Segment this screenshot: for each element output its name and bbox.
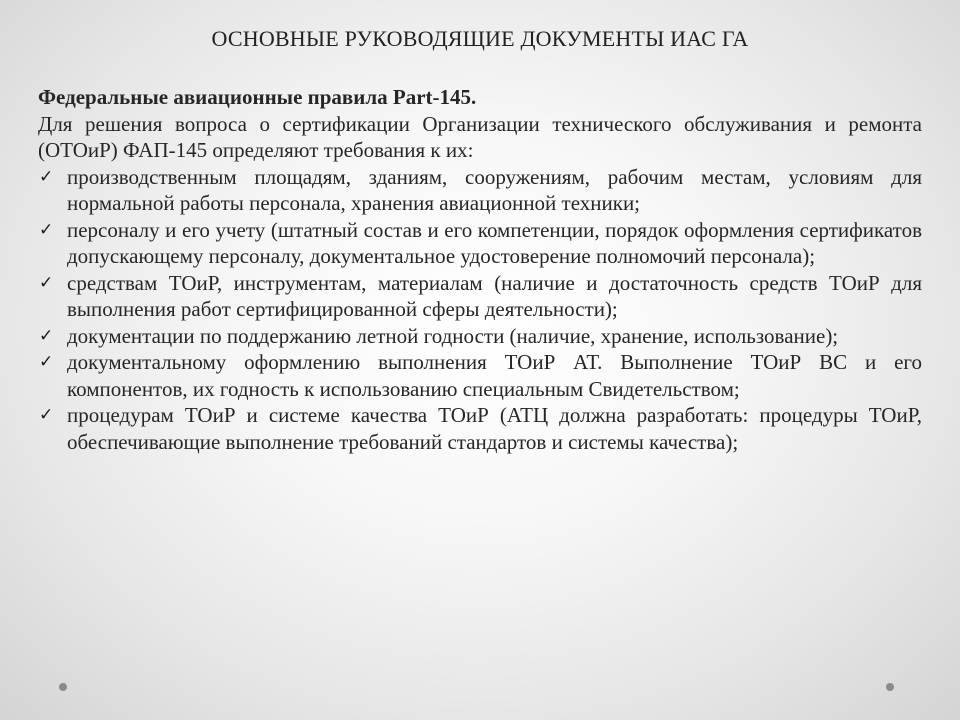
check-mark-icon: ✓ — [39, 352, 54, 372]
check-mark-icon: ✓ — [39, 405, 54, 425]
check-mark-icon: ✓ — [39, 166, 54, 187]
slide-title: ОСНОВНЫЕ РУКОВОДЯЩИЕ ДОКУМЕНТЫ ИАС ГА — [211, 26, 749, 51]
list-item-text: процедурам ТОиР и системе качества ТОиР (АТЦ должна разработать: процедуры ТОиР, обеспечивающие выполнение требований стандартов и системы качества); — [67, 403, 922, 454]
section-heading: Федеральные авиационные правила Part-145. — [38, 85, 477, 109]
intro-paragraph: Для решения вопроса о сертификации Организации технического обслуживания и ремонта (ОТОиР) ФАП-145 определяют требования к их: — [38, 111, 922, 162]
list-item-text: персоналу и его учету (штатный состав и его компетенции, порядок оформления сертификатов допускающему персоналу, документальное удостоверение полномочий персонала); — [67, 217, 922, 268]
list-item-text: производственным площадям, зданиям, сооружениям, рабочим местам, условиям для нормальной работы персонала, хранения авиационной техники; — [67, 164, 922, 215]
requirements-list — [38, 164, 922, 456]
list-item — [38, 270, 922, 323]
decorative-dot-right — [886, 683, 894, 691]
check-mark-icon: ✓ — [39, 325, 54, 346]
list-item — [38, 323, 922, 350]
check-mark-icon: ✓ — [39, 219, 54, 240]
list-item-text: средствам ТОиР, инструментам, материалам (наличие и достаточность средств ТОиР для выполнения работ сертифицированной сферы деятельности); — [67, 270, 922, 321]
check-mark-icon: ✓ — [39, 272, 54, 293]
slide-content — [38, 84, 922, 455]
decorative-dot-left — [59, 683, 67, 691]
list-item-text: документальному оформлению выполнения ТОиР АТ. Выполнение ТОиР ВС и его компонентов, их годность к использованию специальным Свидетельством; — [67, 350, 922, 401]
list-item — [38, 402, 922, 455]
list-item — [38, 164, 922, 217]
list-item — [38, 349, 922, 402]
list-item-text: документации по поддержанию летной годности (наличие, хранение, использование); — [67, 323, 839, 348]
list-item — [38, 217, 922, 270]
